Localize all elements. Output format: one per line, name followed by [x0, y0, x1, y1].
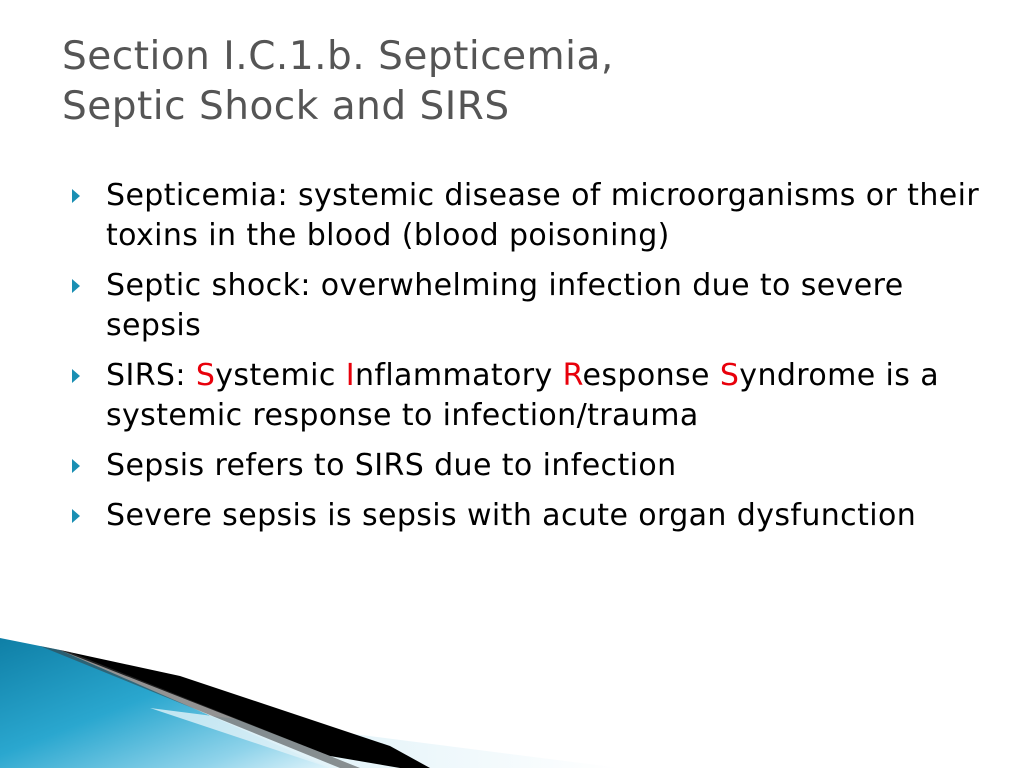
slide-title — [62, 32, 962, 132]
sirs-letter-s2: S — [719, 358, 740, 393]
triangle-right-icon — [72, 279, 80, 293]
bullet-item-sirs — [62, 356, 992, 436]
bullet-text-severe-sepsis: Severe sepsis is sepsis with acute organ dysfunction — [106, 498, 917, 533]
triangle-right-icon — [72, 509, 80, 523]
bullet-text-sirs — [106, 358, 939, 433]
bullet-text-septic-shock: Septic shock: overwhelming infection due to severe sepsis — [106, 268, 904, 343]
bullet-item-sepsis — [62, 446, 992, 486]
sirs-nflammatory: nflammatory — [354, 358, 563, 393]
bullet-item-septicemia — [62, 176, 992, 256]
corner-swoosh-decoration — [0, 628, 1024, 768]
sirs-letter-r: R — [562, 358, 583, 393]
triangle-right-icon — [72, 459, 80, 473]
triangle-right-icon — [72, 189, 80, 203]
bullet-item-septic-shock — [62, 266, 992, 346]
sirs-yndrome: yndrome is a systemic response to infection/trauma — [106, 358, 940, 433]
bullet-text-septicemia: Septicemia: systemic disease of microorganisms or their toxins in the blood (blood poisoning) — [106, 178, 980, 253]
sirs-letter-s: S — [195, 358, 216, 393]
sirs-ystemic: ystemic — [215, 358, 346, 393]
slide-title-line-1: Section I.C.1.b. Septicemia, — [62, 34, 614, 79]
bullet-item-severe-sepsis — [62, 496, 992, 536]
sirs-letter-i: I — [345, 358, 355, 393]
bullet-text-sepsis: Sepsis refers to SIRS due to infection — [106, 448, 677, 483]
sirs-esponse: esponse — [582, 358, 720, 393]
sirs-prefix: SIRS: — [106, 358, 196, 393]
bullet-list — [62, 176, 992, 546]
triangle-right-icon — [72, 369, 80, 383]
slide-title-line-2: Septic Shock and SIRS — [62, 84, 510, 129]
